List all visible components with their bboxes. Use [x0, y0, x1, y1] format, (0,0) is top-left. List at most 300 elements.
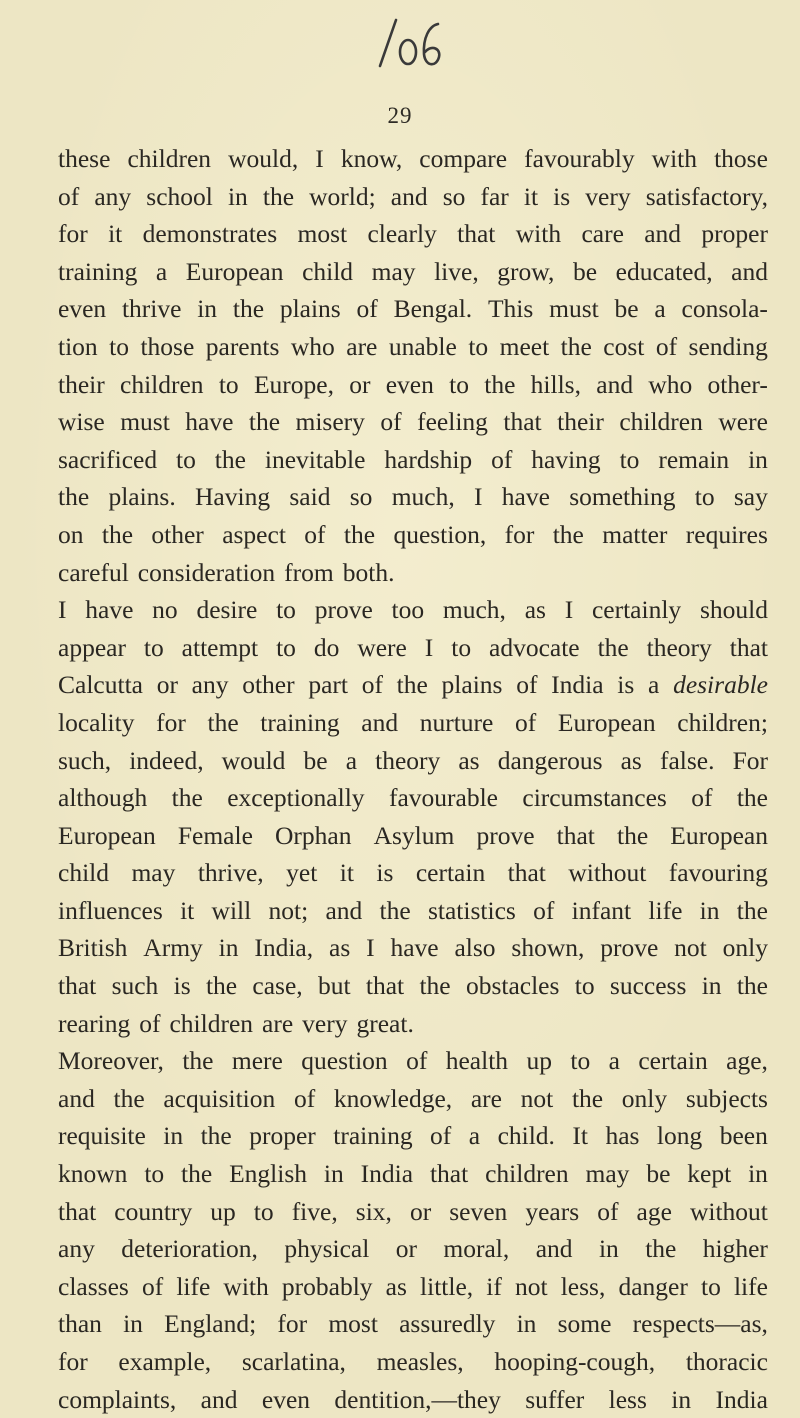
word: for [277, 1309, 308, 1339]
word: long [656, 1121, 703, 1151]
word: those [714, 144, 768, 173]
word: in [748, 444, 768, 474]
word: the [232, 294, 265, 324]
word: something [569, 482, 676, 512]
text-line [58, 779, 768, 817]
word: children; [677, 707, 768, 737]
text-line [58, 1005, 768, 1043]
word: be [572, 256, 598, 286]
word: very [585, 181, 631, 211]
body-text [58, 140, 768, 1418]
word: meet [499, 331, 550, 361]
text-line [58, 1080, 768, 1118]
word: consideration [137, 557, 276, 587]
word: very [302, 1008, 348, 1038]
word: prove [314, 595, 373, 625]
word: deterioration, [121, 1234, 258, 1264]
word: than [58, 1309, 102, 1339]
word: from [284, 557, 334, 587]
word: proper [249, 1121, 316, 1151]
word: subjects [685, 1083, 768, 1113]
text-line [58, 817, 768, 855]
text-line [58, 403, 768, 441]
word: and [361, 707, 399, 737]
word: Having [195, 482, 271, 512]
word: up [526, 1046, 552, 1076]
word: the [58, 482, 90, 512]
word: children [169, 1008, 254, 1038]
word: India, [254, 933, 314, 963]
text-line [58, 704, 768, 742]
word: I [424, 632, 434, 662]
word: is [617, 670, 635, 700]
word: It [572, 1121, 588, 1151]
text-line [58, 666, 768, 704]
word: is [553, 181, 571, 211]
word: Bengal. [393, 294, 473, 324]
word: European [670, 820, 768, 850]
word: and [535, 1234, 573, 1264]
word: tion [58, 331, 98, 361]
word: the [262, 181, 295, 211]
word: only [621, 1083, 668, 1113]
text-line [58, 854, 768, 892]
word: success [609, 971, 687, 1001]
text-line [58, 742, 768, 780]
word: sacrificed [58, 444, 158, 474]
word: without [689, 1196, 768, 1226]
word: Army [143, 933, 203, 963]
word: case, [252, 971, 303, 1001]
word: their [58, 369, 105, 399]
text-line [58, 1381, 768, 1418]
word: as [524, 595, 546, 625]
word: Orphan [275, 820, 352, 850]
word: English [229, 1159, 308, 1189]
word: training [58, 256, 138, 286]
text-line [58, 1155, 768, 1193]
word: certainly [591, 595, 682, 625]
word: European [185, 256, 284, 286]
word: with [651, 144, 698, 173]
word: in [123, 1309, 143, 1339]
word: years [525, 1196, 580, 1226]
word: kept [687, 1159, 732, 1189]
word: little, [420, 1271, 474, 1301]
word: not [515, 1271, 548, 1301]
word: may [585, 1159, 630, 1189]
word: said [289, 482, 331, 512]
word: measles, [376, 1347, 464, 1376]
word: on [58, 519, 84, 549]
word: any [94, 181, 132, 211]
word: a [345, 745, 358, 775]
word: live, [434, 256, 479, 286]
word: that [503, 407, 542, 437]
word: suffer [525, 1384, 585, 1414]
word: I [315, 144, 324, 173]
text-line [58, 591, 768, 629]
word: the [214, 444, 246, 474]
word: to [143, 632, 164, 662]
word: the [200, 1121, 232, 1151]
word: the [101, 519, 134, 549]
text-line [58, 215, 768, 253]
word: much, [442, 595, 506, 625]
word: of [597, 1196, 619, 1226]
word: must [549, 294, 599, 324]
word: with [223, 1271, 269, 1301]
word: sending [688, 331, 768, 361]
word: knowledge, [333, 1083, 453, 1113]
word: are [262, 1008, 294, 1038]
word: theory [646, 632, 712, 662]
word: both. [342, 557, 395, 587]
word: only [722, 933, 768, 963]
word: were [357, 632, 407, 662]
word: appear [58, 632, 126, 662]
word: for [58, 1347, 88, 1376]
word: misery [295, 407, 365, 437]
text-line [58, 629, 768, 667]
word: as [458, 745, 480, 775]
word: as [620, 745, 642, 775]
word: the [205, 971, 238, 1001]
word: those [140, 331, 195, 361]
handwritten-page-mark [366, 8, 446, 72]
word: of [430, 1121, 452, 1151]
word: higher [702, 1234, 768, 1264]
word: for [504, 519, 535, 549]
word: also [454, 933, 496, 963]
word: question [301, 1046, 388, 1076]
word: of [491, 444, 513, 474]
word: a [608, 1046, 620, 1076]
word: to [276, 595, 296, 625]
word: advocate [489, 632, 580, 662]
word: the [552, 519, 584, 549]
word: be [646, 1159, 671, 1189]
word: in [671, 1384, 692, 1414]
word: of [515, 707, 537, 737]
word: certain [415, 858, 486, 888]
word: and [390, 181, 428, 211]
word: the [419, 971, 451, 1001]
word: or [395, 1234, 417, 1264]
word: such, [58, 745, 112, 775]
word: are [470, 1083, 502, 1113]
word: of [293, 1083, 316, 1113]
word: educated, [615, 256, 713, 286]
word: danger [618, 1271, 688, 1301]
word: children [485, 1159, 569, 1189]
word: other [242, 670, 295, 700]
word: to [253, 1196, 274, 1226]
word: of [691, 783, 713, 813]
word: of [139, 1008, 161, 1038]
word: no [152, 595, 178, 625]
word: plains. [108, 482, 176, 512]
word: less [608, 1384, 647, 1414]
word: have [501, 482, 550, 512]
word: of [533, 895, 555, 925]
text-line [58, 478, 768, 516]
word: would, [228, 144, 299, 173]
word: child [58, 858, 109, 888]
word: European [557, 707, 656, 737]
word: of [406, 1046, 428, 1076]
word: even [261, 1384, 311, 1414]
word: satisfactory, [645, 181, 768, 211]
word: the [484, 369, 516, 399]
word: the [736, 783, 768, 813]
word: life [648, 895, 683, 925]
word: indeed, [129, 745, 204, 775]
word: any [191, 670, 229, 700]
word: of [380, 407, 402, 437]
word: some [557, 1309, 612, 1339]
word: the [181, 1159, 213, 1189]
word: aspect [222, 519, 286, 549]
word: that [58, 971, 97, 1001]
word: I [366, 933, 375, 963]
word: cost [603, 331, 645, 361]
text-line [58, 441, 768, 479]
word: I [474, 482, 483, 512]
word: assuredly [399, 1309, 496, 1339]
word: example, [118, 1347, 212, 1376]
word: in [197, 294, 218, 324]
word: desire [196, 595, 258, 625]
word: known [58, 1159, 128, 1189]
word: as [329, 933, 351, 963]
word: wise [58, 407, 105, 437]
word: who [290, 331, 335, 361]
word: the [645, 1234, 677, 1264]
word: that [429, 1159, 469, 1189]
word: would [221, 745, 286, 775]
word: a [648, 670, 660, 700]
text-line [58, 140, 768, 178]
word: it [339, 858, 354, 888]
word: I [564, 595, 574, 625]
word: hills, [530, 369, 581, 399]
word: shown, [511, 933, 585, 963]
word: a [468, 1121, 481, 1151]
word: country [114, 1196, 193, 1226]
word: to [570, 1046, 591, 1076]
word: so [349, 482, 373, 512]
word: in [218, 933, 239, 963]
word: although [58, 783, 148, 813]
word: be [303, 745, 328, 775]
word: age, [726, 1046, 768, 1076]
word: the [571, 1083, 604, 1113]
word: most [328, 1309, 378, 1339]
word: and [731, 256, 768, 286]
word: to [619, 444, 640, 474]
word: part [308, 670, 348, 700]
word: to [449, 369, 469, 399]
word: is [173, 971, 191, 1001]
word: and [596, 369, 634, 399]
word: in [748, 1159, 768, 1189]
word: Female [177, 820, 253, 850]
word: have [85, 595, 134, 625]
word: six, [355, 1196, 392, 1226]
word: respects—as, [632, 1309, 768, 1339]
text-line [58, 516, 768, 554]
word: the [207, 707, 239, 737]
word: compare [419, 144, 508, 173]
word: favourable [388, 783, 498, 813]
word: acquisition [163, 1083, 276, 1113]
word: of [655, 331, 678, 361]
word: certain [638, 1046, 708, 1076]
word: of [356, 294, 378, 324]
word: hooping-cough, [494, 1347, 656, 1376]
word: life [176, 1271, 211, 1301]
word: India [360, 1159, 414, 1189]
word: who [648, 369, 693, 399]
word: having [531, 444, 601, 474]
word: to [468, 331, 489, 361]
text-line [58, 1268, 768, 1306]
word: in [163, 1121, 184, 1151]
word: have [185, 407, 234, 437]
text-line [58, 929, 768, 967]
word: less, [560, 1271, 606, 1301]
text-line [58, 253, 768, 291]
text-line [58, 366, 768, 404]
word: prove [600, 933, 659, 963]
word: India [715, 1384, 768, 1414]
word: the [736, 971, 768, 1001]
word: the [113, 1083, 145, 1113]
word: to [574, 971, 595, 1001]
word: up [210, 1196, 236, 1226]
text-line [58, 1343, 768, 1381]
text-line [58, 1230, 768, 1268]
word: favourably [524, 144, 635, 173]
word: plains [441, 670, 503, 700]
word: to [694, 482, 715, 512]
word: of [304, 519, 326, 549]
word: must [120, 407, 170, 437]
word: proper [701, 219, 768, 249]
word: such [111, 971, 159, 1001]
word: is [376, 858, 394, 888]
word: to [276, 632, 296, 662]
word: rearing [58, 1008, 131, 1038]
word: been [719, 1121, 768, 1151]
word: child. [497, 1121, 555, 1151]
word: parents [205, 331, 280, 361]
word: to [218, 369, 239, 399]
word: theory [375, 745, 441, 775]
word: clearly [367, 219, 437, 249]
word: Calcutta [58, 670, 143, 700]
word: even [58, 294, 107, 324]
word: to [451, 632, 472, 662]
word: age [636, 1196, 672, 1226]
text-line [58, 178, 768, 216]
word: in [227, 181, 248, 211]
word: prove [476, 820, 535, 850]
word: in [701, 971, 722, 1001]
word: to [176, 444, 196, 474]
word: dentition,—they [334, 1384, 501, 1414]
word: the [396, 670, 428, 700]
word: and [58, 1083, 95, 1113]
word: and [325, 895, 363, 925]
word: This [487, 294, 534, 324]
word: has [605, 1121, 640, 1151]
word: should [699, 595, 768, 625]
word: to [109, 331, 129, 361]
word: children [619, 407, 703, 437]
word: not [520, 1083, 554, 1113]
word: the [736, 895, 768, 925]
word: infant [571, 895, 632, 925]
word: do [313, 632, 340, 662]
word: but [318, 971, 351, 1001]
word: even [385, 369, 434, 399]
word: For [732, 745, 768, 775]
word: life [733, 1271, 768, 1301]
text-line [58, 892, 768, 930]
word: exceptionally [227, 783, 365, 813]
word: circumstances [522, 783, 667, 813]
word: in [516, 1309, 537, 1339]
word: and [200, 1384, 238, 1414]
word: as [385, 1271, 407, 1301]
word: the [597, 632, 629, 662]
word: their [557, 407, 604, 437]
word: matter [602, 519, 668, 549]
word: I [58, 595, 67, 625]
word: to [144, 1159, 165, 1189]
text-line [58, 328, 768, 366]
word: training [260, 707, 340, 737]
word: of [141, 1271, 164, 1301]
word: statistics [427, 895, 516, 925]
word: know, [340, 144, 403, 173]
word: desirable [673, 670, 768, 700]
word: say [733, 482, 768, 512]
word: nurture [419, 707, 494, 737]
word: demonstrates [142, 219, 278, 249]
text-line [58, 1117, 768, 1155]
word: child [302, 256, 354, 286]
word: thrive [121, 294, 182, 324]
word: thrive, [197, 858, 264, 888]
word: influences [58, 895, 163, 925]
word: other [151, 519, 204, 549]
word: it [180, 895, 195, 925]
word: too [391, 595, 425, 625]
word: that [457, 219, 496, 249]
word: training [333, 1121, 413, 1151]
word: and [644, 219, 682, 249]
word: that [365, 971, 405, 1001]
word: the [182, 1046, 214, 1076]
word: the [248, 407, 281, 437]
word: were [718, 407, 768, 437]
word: other- [707, 369, 768, 399]
word: favouring [668, 858, 768, 888]
word: grow, [497, 256, 555, 286]
